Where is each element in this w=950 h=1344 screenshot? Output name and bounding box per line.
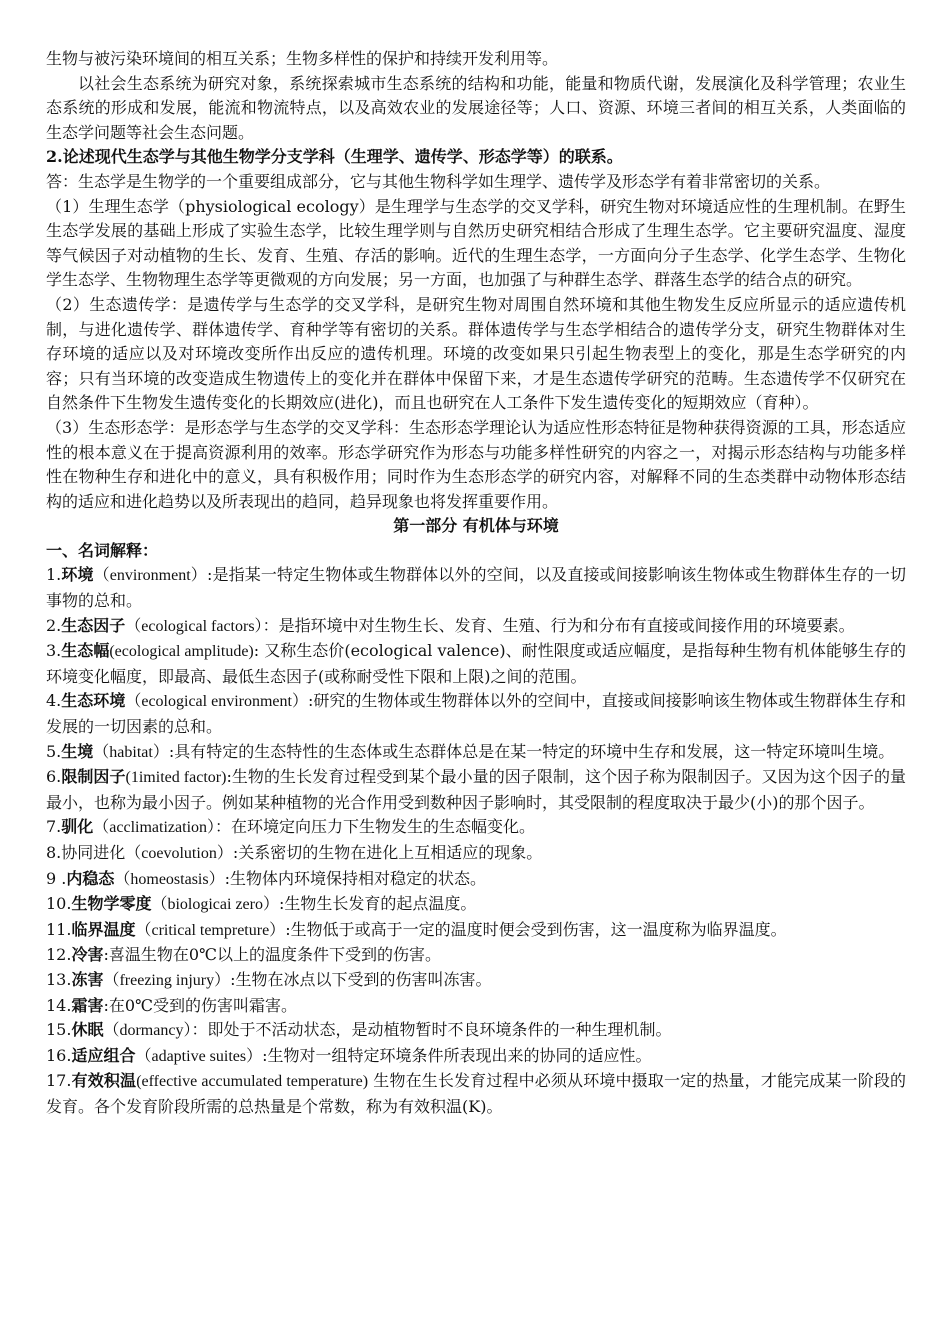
term-english: （environment）	[93, 567, 207, 585]
term-english: （biologicai zero）	[151, 896, 279, 914]
term-number: 9 .	[46, 868, 67, 888]
term-english: （freezing injury）	[103, 971, 231, 989]
term-entry	[46, 1044, 906, 1070]
term-english: （adaptive suites）	[135, 1047, 263, 1065]
term-definition: :在0℃受到的伤害叫霜害。	[103, 995, 297, 1015]
term-definition: :是指某一特定生物体或生物群体以外的空间，以及直接或间接影响该生物体或生物群体生存的一切事物的总和。	[46, 565, 906, 611]
term-name: 协同进化	[61, 843, 126, 862]
term-number: 4.	[46, 691, 62, 711]
term-name: 临界温度	[71, 919, 136, 939]
term-definition: :生物体内环境保持相对稳定的状态。	[224, 868, 487, 888]
term-name: 生态幅	[61, 641, 110, 661]
ecological-genetics-paragraph: （2）生态遗传学：是遗传学与生态学的交叉学科，是研究生物对周围自然环境和其他生物发生反应所显示的适应遗传机制，与进化遗传学、群体遗传学、育种学等有密切的关系。群体遗传学与生态学相结合的遗传学分支，研究生物群体对生存环境的适应以及对环境改变所作出反应的遗传机理。环境的改变如果只引起生物表型上的变化，那是生态学研究的内容；只有当环境的改变造成生物遗传上的变化并在群体中保留下来，才是生态遗传学研究的范畴。生态遗传学不仅研究在自然条件下生物发生遗传变化的长期效应(进化)，而且也研究在人工条件下发生遗传变化的短期效应（育种）。	[46, 294, 906, 413]
term-definition: :生物对一组特定环境条件所表现出来的协同的适应性。	[262, 1045, 652, 1065]
term-definition: ：是指环境中对生物生长、发育、生殖、行为和分布有直接或间接作用的环境要素。	[262, 615, 855, 635]
term-entry	[46, 765, 906, 815]
term-english: （dormancy）	[103, 1022, 192, 1040]
term-english: （homeostasis）	[114, 870, 225, 888]
term-english: （habitat）	[93, 743, 169, 761]
term-name: 有效积温	[71, 1071, 137, 1091]
term-definition: :具有特定的生态特性的生态体或生态群体总是在某一特定的环境中生存和发展，这一特定环境叫生境。	[168, 741, 895, 761]
term-english: (effective accumulated temperature)	[136, 1073, 369, 1091]
term-number: 3.	[46, 641, 62, 661]
term-name: 休眠	[71, 1020, 104, 1040]
term-entry	[46, 867, 906, 893]
term-number: 17.	[46, 1071, 72, 1091]
term-english: （coevolution）	[125, 845, 233, 862]
term-number: 14.	[46, 995, 72, 1015]
term-name: 生态环境	[61, 691, 126, 711]
term-definition: :关系密切的生物在进化上互相适应的现象。	[232, 843, 543, 862]
term-name: 生物学零度	[71, 894, 152, 914]
term-definition: 生物在生长发育过程中必须从环境中摄取一定的热量，才能完成某一阶段的发育。各个发育阶段所需的总热量是个常数，称为有效积温(K)。	[46, 1071, 906, 1116]
term-english: （acclimatization）	[93, 819, 216, 837]
term-entry	[46, 943, 906, 968]
term-definition: ：在环境定向压力下生物发生的生态幅变化。	[215, 817, 536, 837]
term-name: 生境	[61, 741, 94, 761]
question-2-title: 2.论述现代生态学与其他生物学分支学科（生理学、遗传学、形态学等）的联系。	[46, 147, 623, 167]
part-1-title: 第一部分 有机体与环境	[393, 516, 559, 536]
term-definition: :研究的生物体或生物群体以外的空间中，直接或间接影响该生物体或生物群体生存和发展的一切因素的总和。	[46, 691, 906, 737]
term-number: 13.	[46, 969, 72, 989]
term-english: （critical tempreture）	[135, 921, 286, 939]
term-definition: : 又称生态价(ecological valence)、耐性限度或适应幅度，是指每种生物有机体能够生存的环境变化幅度，即最高、最低生态因子(或称耐受性下限和上限)之间的范围。	[46, 641, 906, 686]
term-english: (ecological amplitude)	[109, 643, 254, 661]
term-entry	[46, 614, 906, 640]
term-entry	[46, 639, 906, 689]
term-number: 16.	[46, 1045, 72, 1065]
terms-section-title: 一、名词解释：	[46, 540, 159, 560]
term-entry	[46, 1018, 906, 1044]
term-definition: :生物低于或高于一定的温度时便会受到伤害，这一温度称为临界温度。	[285, 919, 787, 939]
term-name: 内稳态	[66, 868, 115, 888]
term-name: 适应组合	[71, 1045, 136, 1065]
term-name: 霜害	[71, 995, 104, 1015]
term-entry	[46, 892, 906, 918]
term-entry	[46, 563, 906, 613]
term-entry	[46, 689, 906, 739]
term-entry	[46, 1069, 906, 1119]
term-entry	[46, 918, 906, 944]
term-english: （ecological environment）	[125, 693, 309, 711]
term-number: 8.	[46, 843, 62, 862]
term-entry	[46, 968, 906, 994]
term-definition: :喜温生物在0℃以上的温度条件下受到的伤害。	[103, 945, 441, 965]
physiological-ecology-paragraph: （1）生理生态学（physiological ecology）是生理学与生态学的交叉学科，研究生物对环境适应性的生理机制。在野生生态学发展的基础上形成了实验生态学，比较生理学则与自然历史研究相结合形成了生理生态学。它主要研究温度、湿度等气候因子对动植物的生长、发育、生殖、存活的影响。近代的生理生态学，一方面向分子生态学、化学生态学、生物化学生态学、生物物理生态学等更微观的方向发展；另一方面，也加强了与种群生态学、群落生态学的结合点的研究。	[46, 196, 906, 290]
term-entry	[46, 994, 906, 1019]
term-number: 1.	[46, 565, 62, 585]
term-number: 10.	[46, 894, 72, 914]
term-name: 环境	[61, 565, 94, 585]
term-number: 5.	[46, 741, 62, 761]
term-english: (1imited factor)	[125, 769, 227, 787]
term-number: 12.	[46, 945, 72, 965]
term-name: 冻害	[71, 969, 104, 989]
term-number: 7.	[46, 817, 62, 837]
term-english: （ecological factors）	[125, 617, 263, 635]
term-name: 限制因子	[61, 767, 126, 787]
ecological-morphology-paragraph: （3）生态形态学：是形态学与生态学的交叉学科：生态形态学理论认为适应性形态特征是物种获得资源的工具，形态适应性的根本意义在于提高资源利用的效率。形态学研究作为形态与功能多样性研究的内容之一，对揭示形态结构与功能多样性在物种生存和进化中的意义，具有积极作用；同时作为生态形态学的研究内容，对解释不同的生态类群中动物体形态结构的适应和进化趋势以及所表现出的趋同，趋异现象也将发挥重要作用。	[46, 417, 906, 511]
term-entry	[46, 815, 906, 841]
question-2-answer: 答：生态学是生物学的一个重要组成部分，它与其他生物科学如生理学、遗传学及形态学有着非常密切的关系。	[46, 171, 831, 191]
term-definition: :生物的生长发育过程受到某个最小量的因子限制，这个因子称为限制因子。又因为这个因子的量最小，也称为最小因子。例如某种植物的光合作用受到数种因子影响时，其受限制的程度取决于最少(小)的那个因子。	[46, 767, 906, 812]
term-name: 驯化	[61, 817, 94, 837]
term-definition: ：即处于不活动状态，是动植物暂时不良环境条件的一种生理机制。	[191, 1020, 672, 1040]
term-definition: :生物生长发育的起点温度。	[279, 894, 477, 914]
term-definition: :生物在冰点以下受到的伤害叫冻害。	[230, 969, 492, 989]
term-list	[46, 563, 906, 1119]
intro-tail: 生物与被污染环境间的相互关系；生物多样性的保护和持续开发利用等。	[46, 49, 559, 68]
term-name: 冷害	[71, 945, 104, 965]
term-number: 15.	[46, 1020, 72, 1040]
social-ecology-paragraph: 以社会生态系统为研究对象，系统探索城市生态系统的结构和功能，能量和物质代谢，发展演化及科学管理；农业生态系统的形成和发展，能流和物流特点，以及高效农业的发展途径等；人口、资源、环境三者间的相互关系，人类面临的生态学问题等社会生态问题。	[46, 73, 906, 142]
term-entry	[46, 841, 906, 867]
term-name: 生态因子	[61, 615, 126, 635]
term-number: 11.	[46, 919, 72, 939]
term-entry	[46, 740, 906, 766]
term-number: 2.	[46, 615, 62, 635]
term-number: 6.	[46, 767, 62, 787]
